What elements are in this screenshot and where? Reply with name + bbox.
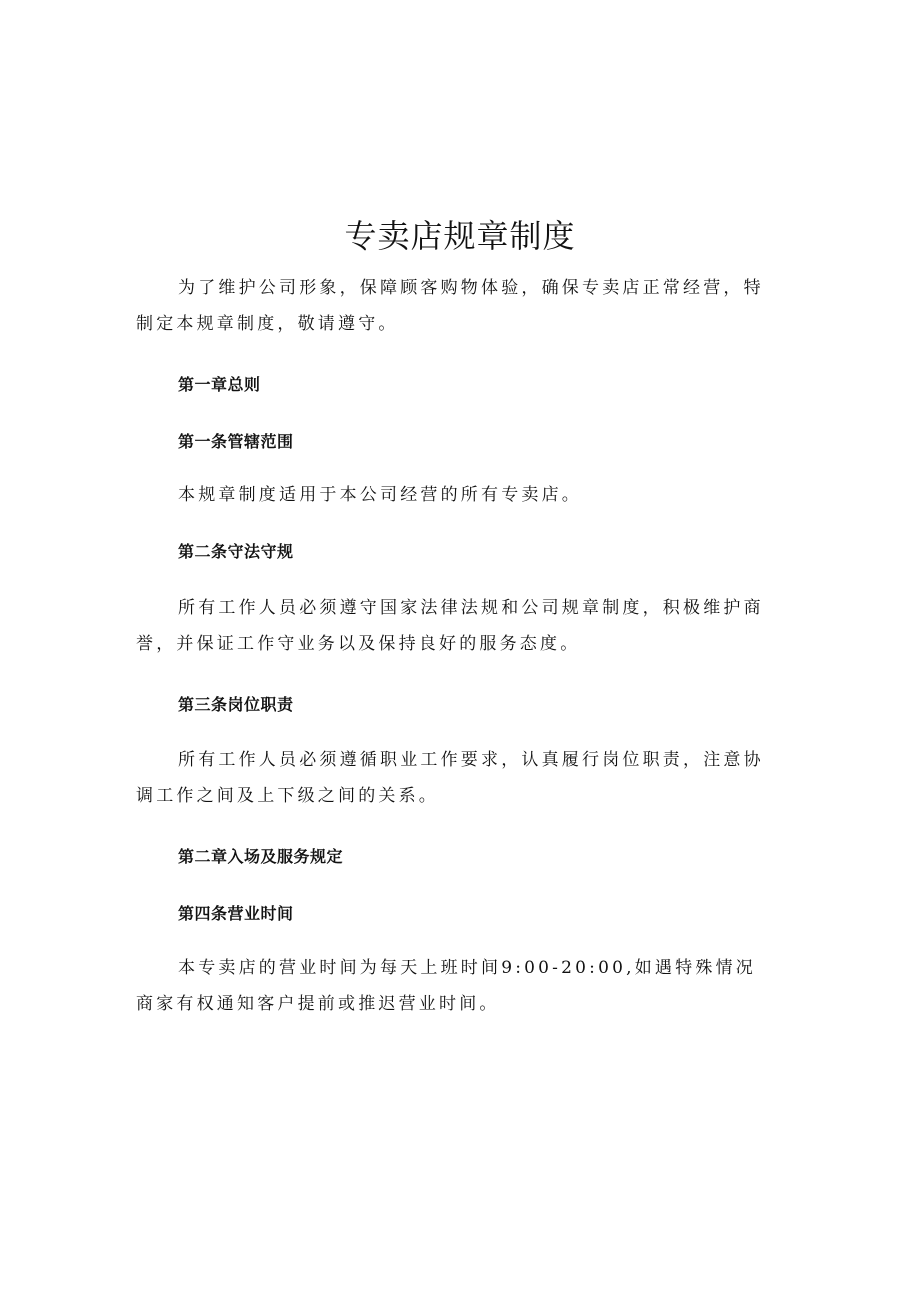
article-2-text: 所有工作人员必须遵守国家法律法规和公司规章制度，积极维护商誉，并保证工作守业务以及保持良好的服务态度。 [136,598,764,654]
intro-paragraph: 为了维护公司形象，保障顾客购物体验，确保专卖店正常经营，特制定本规章制度，敬请遵守。 [136,278,764,334]
chapter-2-heading: 第二章入场及服务规定 [178,847,344,866]
document-title: 专卖店规章制度 [344,217,576,255]
article-4-heading: 第四条营业时间 [178,904,294,923]
article-3-heading: 第三条岗位职责 [178,695,294,714]
article-3-text: 所有工作人员必须遵循职业工作要求，认真履行岗位职责，注意协调工作之间及上下级之间的关系。 [136,750,764,806]
article-2-heading: 第二条守法守规 [178,542,294,561]
article-1-heading: 第一条管辖范围 [178,432,294,451]
chapter-1-heading: 第一章总则 [178,375,261,394]
article-1-text: 本规章制度适用于本公司经营的所有专卖店。 [178,485,582,505]
article-4-text: 本专卖店的营业时间为每天上班时间9:00-20:00,如遇特殊情况商家有权通知客户提前或推迟营业时间。 [136,958,756,1014]
